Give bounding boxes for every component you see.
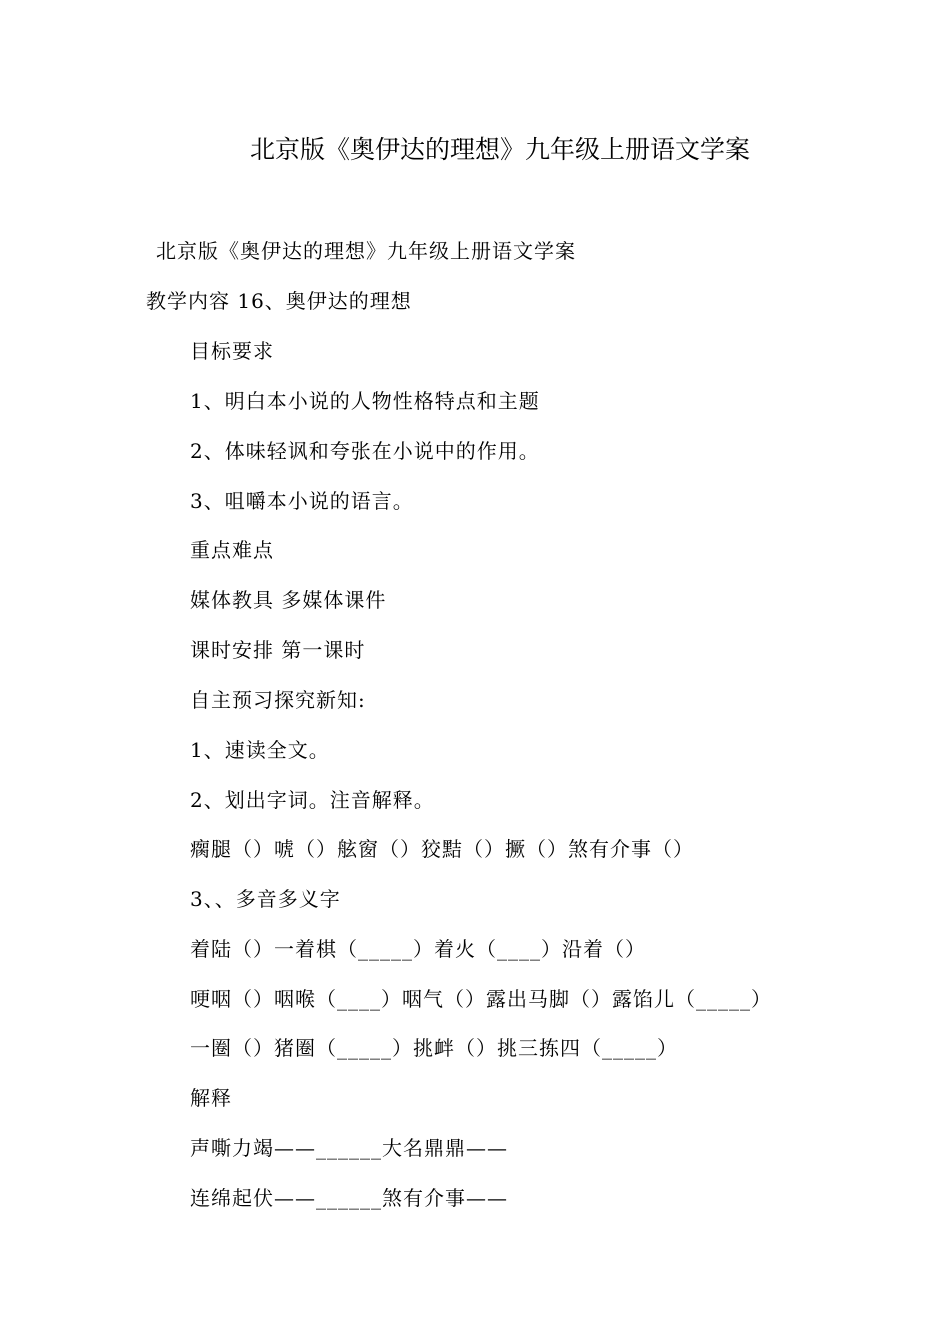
polyphone-row-3: 一圈（）猪圈（_____）挑衅（）挑三拣四（_____） xyxy=(190,1036,678,1060)
key-points-heading: 重点难点 xyxy=(190,538,274,562)
media-tools-line: 媒体教具 多媒体课件 xyxy=(190,588,387,612)
preview-step-1: 1、速读全文。 xyxy=(190,738,330,762)
vocab-exercise-line: 瘸腿（）唬（）舷窗（）狡黠（）撅（）煞有介事（） xyxy=(190,837,694,861)
preview-step-2: 2、划出字词。注音解释。 xyxy=(190,788,435,812)
explain-row-2: 连绵起伏——______煞有介事—— xyxy=(190,1186,508,1210)
page-title: 北京版《奥伊达的理想》九年级上册语文学案 xyxy=(249,135,750,164)
doc-subtitle: 北京版《奥伊达的理想》九年级上册语文学案 xyxy=(156,239,576,263)
polyphone-row-2: 哽咽（）咽喉（____）咽气（）露出马脚（）露馅儿（_____） xyxy=(190,987,772,1011)
preview-heading: 自主预习探究新知: xyxy=(190,688,366,712)
explain-row-1: 声嘶力竭——______大名鼎鼎—— xyxy=(190,1136,508,1160)
objective-3: 3、咀嚼本小说的语言。 xyxy=(190,489,414,513)
objective-1: 1、明白本小说的人物性格特点和主题 xyxy=(190,389,540,413)
schedule-line: 课时安排 第一课时 xyxy=(190,638,366,662)
objectives-heading: 目标要求 xyxy=(190,339,274,363)
explain-heading: 解释 xyxy=(190,1086,232,1110)
objective-2: 2、体味轻讽和夸张在小说中的作用。 xyxy=(190,439,540,463)
polyphone-heading: 3、、多音多义字 xyxy=(190,887,341,911)
teaching-content-line: 教学内容 16、奥伊达的理想 xyxy=(146,289,412,313)
polyphone-row-1: 着陆（）一着棋（_____）着火（____）沿着（） xyxy=(190,937,646,961)
